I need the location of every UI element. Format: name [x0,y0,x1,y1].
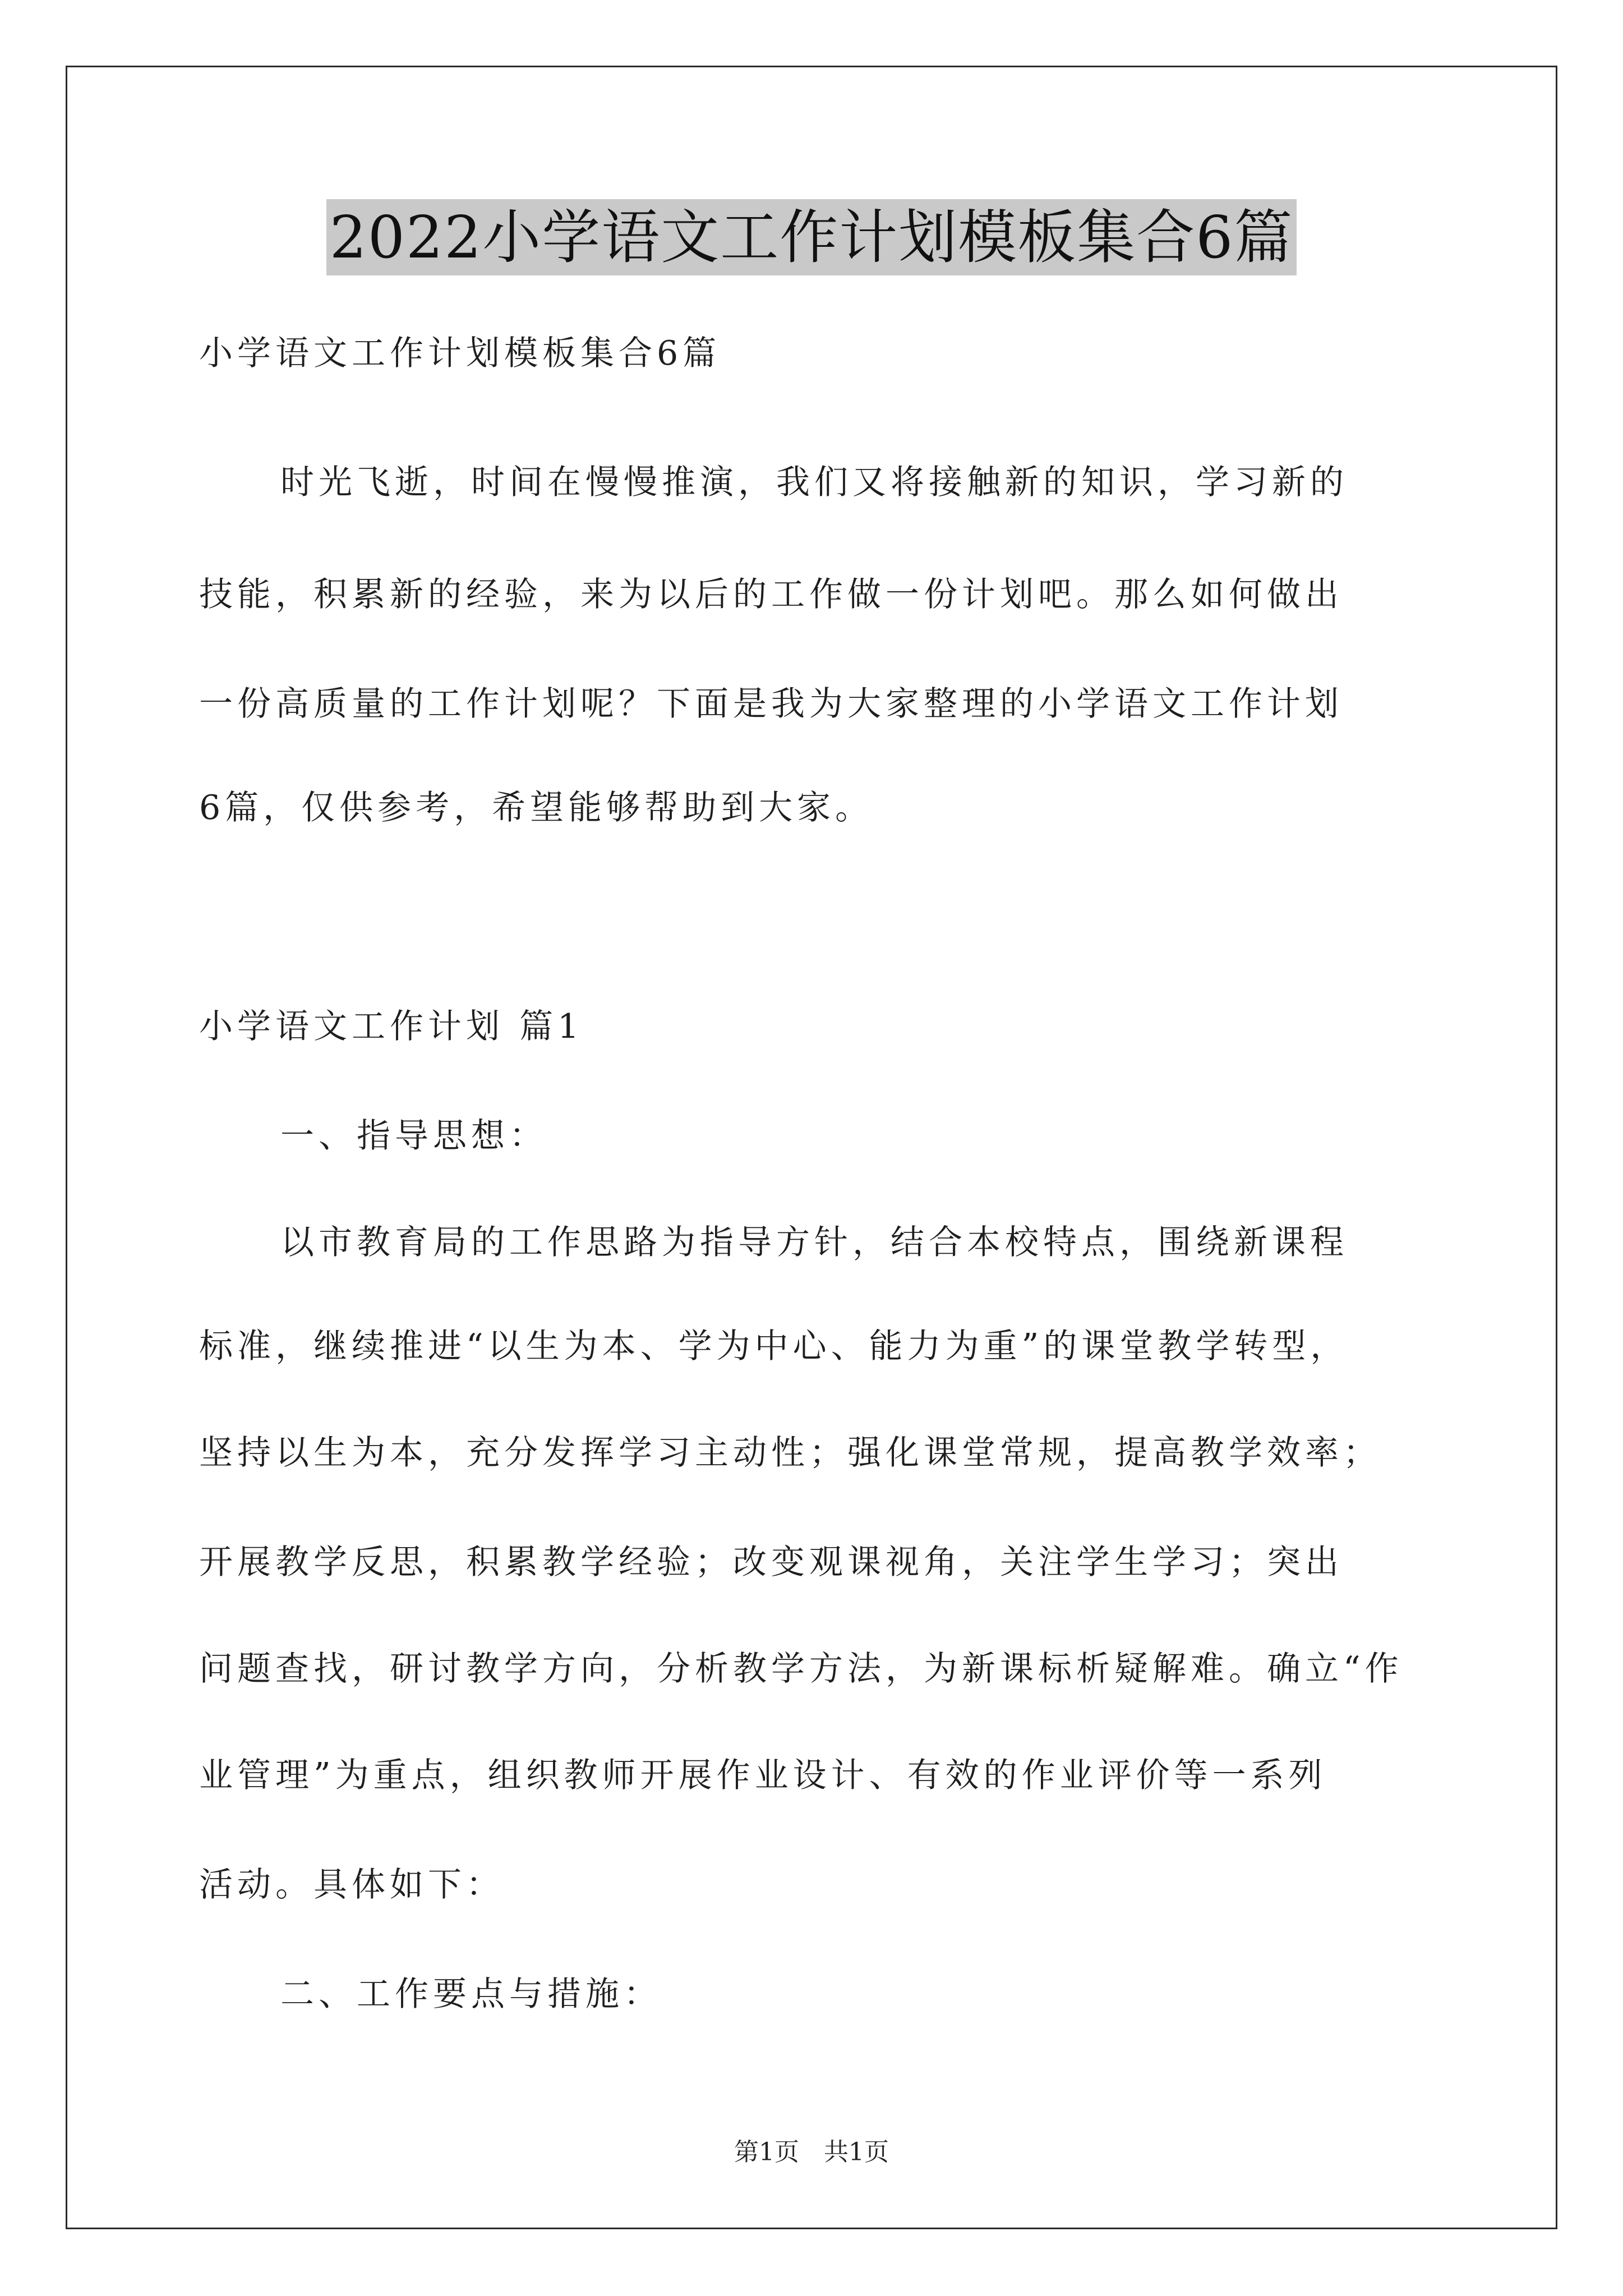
paragraph-line: 以市教育局的工作思路为指导方针，结合本校特点，围绕新课程 [280,1223,1348,1262]
page-footer [0,2132,1623,2168]
point-two-heading: 二、工作要点与措施： [280,1975,662,2014]
paragraph-line: 业管理”为重点，组织教师开展作业设计、有效的作业评价等一系列 [199,1756,1327,1795]
paragraph-line: 坚持以生为本，充分发挥学习主动性；强化课堂常规，提高教学效率； [199,1433,1381,1473]
paragraph-line: 标准，继续推进“以生为本、学为中心、能力为重”的课堂教学转型， [199,1327,1349,1366]
intro-line: 时光飞逝，时间在慢慢推演，我们又将接触新的知识，学习新的 [280,463,1348,502]
paragraph-line: 开展教学反思，积累教学经验；改变观课视角，关注学生学习；突出 [199,1543,1343,1582]
title-container [0,199,1623,275]
document-title: 2022小学语文工作计划模板集合6篇 [326,199,1297,275]
intro-line: 6篇，仅供参考，希望能够帮助到大家。 [199,788,874,827]
page-number-total: 共1页 [824,2138,889,2166]
intro-line: 一份高质量的工作计划呢？下面是我为大家整理的小学语文工作计划 [199,684,1343,724]
section-heading: 小学语文工作计划 篇1 [199,1007,584,1046]
paragraph-line: 活动。具体如下： [199,1865,504,1904]
document-subtitle: 小学语文工作计划模板集合6篇 [199,334,721,373]
paragraph-line: 问题查找，研讨教学方向，分析教学方法，为新课标析疑解难。确立“作 [199,1649,1403,1688]
page-number-current: 第1页 [734,2138,799,2166]
point-one-heading: 一、指导思想： [280,1116,547,1156]
intro-line: 技能，积累新的经验，来为以后的工作做一份计划吧。那么如何做出 [199,575,1343,614]
